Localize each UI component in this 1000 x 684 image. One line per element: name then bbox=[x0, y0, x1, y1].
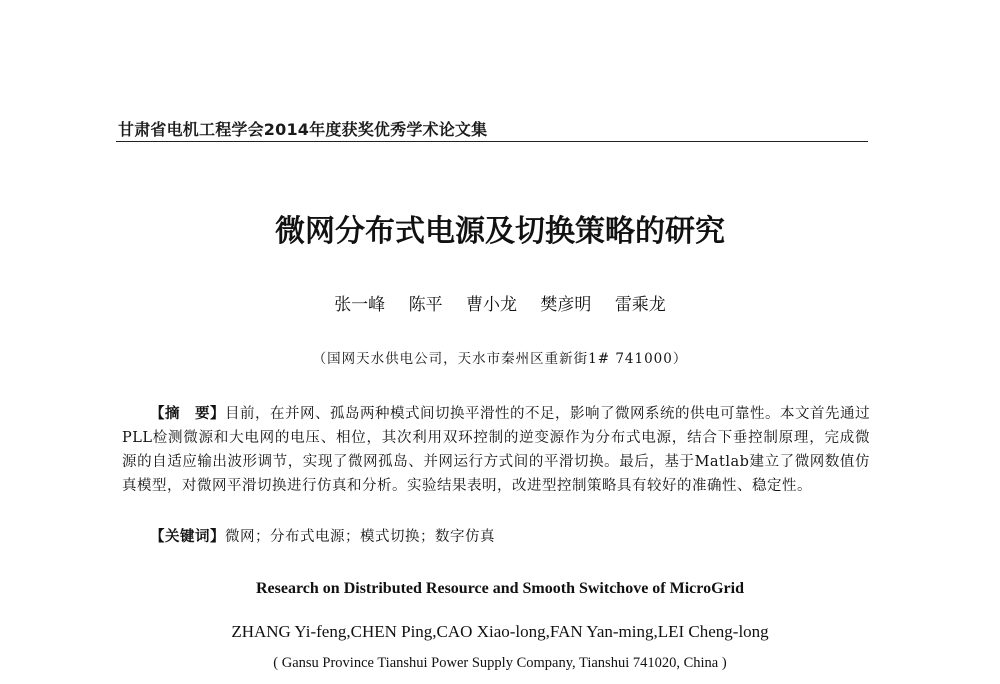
keywords-text: 微网；分布式电源；模式切换；数字仿真 bbox=[225, 529, 495, 545]
author-name: 樊彦明 bbox=[540, 295, 592, 315]
header-rule bbox=[116, 141, 868, 142]
abstract bbox=[122, 402, 870, 498]
paper-title: 微网分布式电源及切换策略的研究 bbox=[275, 214, 725, 249]
author-name: 张一峰 bbox=[334, 295, 386, 315]
author-name: 曹小龙 bbox=[466, 295, 517, 315]
author-name: 陈平 bbox=[408, 295, 443, 315]
abstract-text: 目前，在并网、孤岛两种模式间切换平滑性的不足，影响了微网系统的供电可靠性。本文首先通过PLL检测微源和大电网的电压、相位，其次利用双环控制的逆变源作为分布式电源，结合下垂控制原理，完成微源的自适应输出波形调节，实现了微网孤岛、并网运行方式间的平滑切换。最后，基于Matlab建立了微网数值仿真模型，对微网平滑切换进行仿真和分析。实验结果表明，改进型控制策略具有较好的准确性、稳定性。 bbox=[122, 406, 870, 494]
author-name: 雷乘龙 bbox=[614, 295, 666, 315]
affiliation: （国网天水供电公司，天水市秦州区重新街1# 741000） bbox=[312, 351, 688, 367]
journal-header: 甘肃省电机工程学会2014年度获奖优秀学术论文集 bbox=[118, 120, 488, 139]
english-title: Research on Distributed Resource and Smooth Switchove of MicroGrid bbox=[256, 580, 744, 597]
keywords-label: 【关键词】 bbox=[150, 528, 225, 545]
english-affiliation: ( Gansu Province Tianshui Power Supply Company, Tianshui 741020, China ) bbox=[273, 655, 727, 671]
keywords bbox=[150, 525, 495, 546]
english-authors: ZHANG Yi-feng,CHEN Ping,CAO Xiao-long,FAN Yan-ming,LEI Cheng-long bbox=[231, 622, 769, 641]
author-list bbox=[0, 290, 1000, 315]
abstract-label: 【摘 要】 bbox=[150, 405, 225, 422]
